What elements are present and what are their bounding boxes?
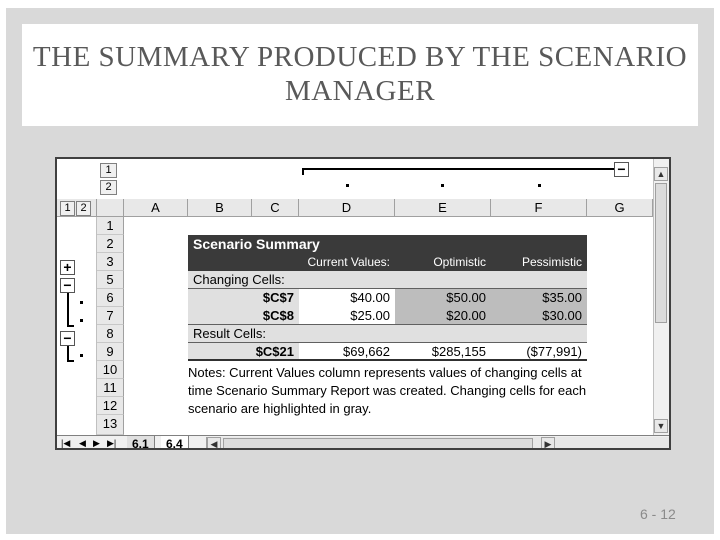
row-outline-level-1-button[interactable]: 1 xyxy=(60,201,75,216)
first-sheet-icon[interactable]: |◀ xyxy=(61,438,71,448)
row-header[interactable]: 8 xyxy=(97,325,124,343)
row-outline-level-2-button[interactable]: 2 xyxy=(76,201,91,216)
last-sheet-icon[interactable]: ▶| xyxy=(107,438,117,448)
column-outline-bracket-tick xyxy=(302,168,304,175)
col-outline-level-1-button[interactable]: 1 xyxy=(100,163,117,178)
row-header[interactable]: 1 xyxy=(97,217,124,235)
row-collapse-button[interactable]: − xyxy=(60,278,75,293)
row-outline-area xyxy=(57,217,97,435)
horizontal-scroll-thumb[interactable] xyxy=(223,438,533,450)
row-header[interactable]: 5 xyxy=(97,271,124,289)
column-header-a[interactable]: A xyxy=(124,199,188,217)
changing-cells-label: Changing Cells: xyxy=(188,271,587,289)
result-current-value: $69,662 xyxy=(299,343,395,361)
row-outline-dot xyxy=(80,301,83,304)
changing-pessimistic-value: $35.00 xyxy=(491,289,587,307)
row-outline-bracket xyxy=(67,293,69,326)
result-pessimistic-value: ($77,991) xyxy=(491,343,587,361)
column-header-e[interactable]: E xyxy=(395,199,491,217)
changing-optimistic-value: $50.00 xyxy=(395,289,491,307)
result-cell-ref: $C$21 xyxy=(188,343,299,361)
page-number: 6 - 12 xyxy=(640,506,676,522)
row-expand-button[interactable]: + xyxy=(60,260,75,275)
column-header-d[interactable]: D xyxy=(299,199,395,217)
column-header-c[interactable]: C xyxy=(252,199,299,217)
changing-cell-ref: $C$8 xyxy=(188,307,299,325)
changing-cell-ref: $C$7 xyxy=(188,289,299,307)
row-header[interactable]: 2 xyxy=(97,235,124,253)
scroll-left-icon[interactable]: ◀ xyxy=(207,437,221,450)
changing-current-value: $40.00 xyxy=(299,289,395,307)
row-outline-dot xyxy=(80,319,83,322)
column-header-f[interactable]: F xyxy=(491,199,587,217)
row-header[interactable]: 12 xyxy=(97,397,124,415)
row-collapse-button[interactable]: − xyxy=(60,331,75,346)
scenario-summary-title: Scenario Summary xyxy=(188,235,587,253)
row-header[interactable]: 6 xyxy=(97,289,124,307)
row-header[interactable]: 9 xyxy=(97,343,124,361)
scroll-down-icon[interactable]: ▼ xyxy=(654,419,668,433)
result-optimistic-value: $285,155 xyxy=(395,343,491,361)
column-outline-bracket xyxy=(302,168,614,170)
row-outline-dot xyxy=(80,354,83,357)
column-collapse-button[interactable]: − xyxy=(614,162,629,177)
row-header[interactable]: 7 xyxy=(97,307,124,325)
row-header[interactable]: 11 xyxy=(97,379,124,397)
row-header[interactable]: 10 xyxy=(97,361,124,379)
column-header-b[interactable]: B xyxy=(188,199,252,217)
col-outline-level-2-button[interactable]: 2 xyxy=(100,180,117,195)
header-optimistic: Optimistic xyxy=(395,253,491,271)
column-outline-area xyxy=(57,159,653,199)
sheet-tab[interactable]: 6.1 xyxy=(127,436,155,450)
row-header[interactable]: 13 xyxy=(97,415,124,435)
scroll-right-icon[interactable]: ▶ xyxy=(541,437,555,450)
column-outline-dot xyxy=(538,184,541,187)
row-outline-bracket-tick xyxy=(67,325,74,327)
changing-pessimistic-value: $30.00 xyxy=(491,307,587,325)
changing-optimistic-value: $20.00 xyxy=(395,307,491,325)
row-outline-bracket xyxy=(67,346,69,361)
horizontal-scrollbar[interactable] xyxy=(206,437,669,450)
next-sheet-icon[interactable]: ▶ xyxy=(93,438,100,448)
select-all-corner[interactable] xyxy=(97,199,124,217)
column-outline-dot xyxy=(441,184,444,187)
result-cells-label: Result Cells: xyxy=(188,325,587,343)
sheet-tab-bar xyxy=(57,435,669,450)
notes-line: Notes: Current Values column represents values of changing cells at xyxy=(188,365,582,380)
slide-title-line2: MANAGER xyxy=(284,75,436,107)
vertical-scrollbar[interactable] xyxy=(653,159,669,435)
row-outline-bracket-tick xyxy=(67,360,74,362)
slide-title-line1: THE SUMMARY PRODUCED BY THE SCENARIO xyxy=(32,41,688,73)
column-header-g[interactable]: G xyxy=(587,199,653,217)
slide-title xyxy=(22,24,698,126)
prev-sheet-icon[interactable]: ◀ xyxy=(79,438,86,448)
column-outline-dot xyxy=(346,184,349,187)
notes-line: time Scenario Summary Report was created. Changing cells for each xyxy=(188,383,587,398)
scroll-up-icon[interactable]: ▲ xyxy=(654,167,668,181)
notes-line: scenario are highlighted in gray. xyxy=(188,401,372,416)
header-pessimistic: Pessimistic xyxy=(491,253,587,271)
header-spacer xyxy=(188,253,299,271)
changing-current-value: $25.00 xyxy=(299,307,395,325)
sheet-tab-active[interactable]: 6.4 xyxy=(161,436,189,450)
header-current-values: Current Values: xyxy=(299,253,395,271)
row-header[interactable]: 3 xyxy=(97,253,124,271)
vertical-scroll-thumb[interactable] xyxy=(655,183,667,323)
excel-screenshot xyxy=(55,157,671,450)
